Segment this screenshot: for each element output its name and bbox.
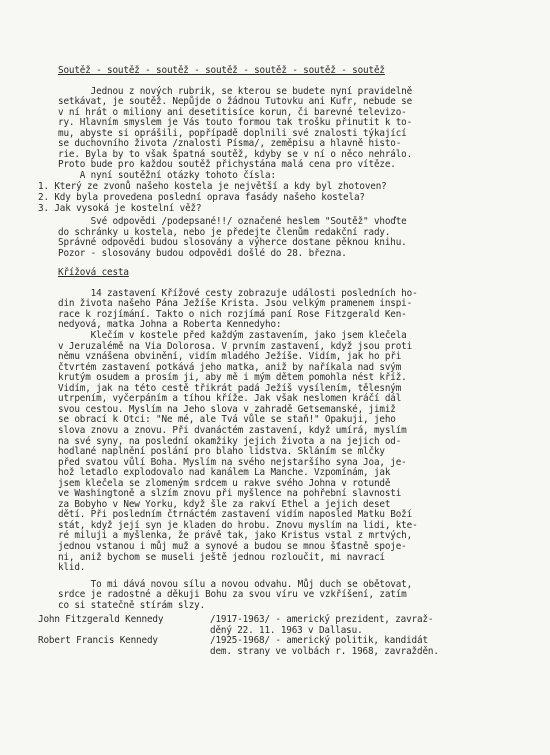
- text-line: klid.: [58, 562, 86, 574]
- text-line: hodlané naplnění poslání pro blaho lidstva. Skláním se mlčky: [58, 446, 385, 458]
- section-heading-krizova-cesta: Křížová cesta: [58, 267, 129, 279]
- text-line: stát, když její syn je kladen do hrobu. Znovu myslím na lidi, kte-: [58, 519, 418, 531]
- text-line: dětí. Při posledním čtrnáctém zastavení vidím naposled Matku Boží: [58, 509, 413, 521]
- text-line: ré miluji a myšlenka, že právě tak, jako Kristus vstal z mrtvých,: [58, 530, 413, 542]
- text-line: Klečím v kostele před každým zastavením, jako jsem klečela: [58, 330, 407, 342]
- text-line: co si statečně stírám slzy.: [58, 599, 206, 611]
- text-line: Správné odpovědi budou slosovány a výherce dostane pěknou knihu.: [58, 237, 407, 249]
- footnote-description: /1917-1963/ - americký prezident, zavraž-: [210, 614, 434, 626]
- text-line: slova znovu a znovu. Při dvanáctém zastavení, když umírá, myslím: [58, 424, 407, 436]
- footnote-name: John Fitzgerald Kennedy: [38, 614, 164, 626]
- text-line: jednou vstanou i můj muž a synové a budou se mnou šťastně spoje-: [58, 540, 407, 552]
- footnote-description-continued: dem. strany ve volbách r. 1968, zavražděn.: [210, 645, 439, 657]
- text-line: v Jeruzalémě na Via Dolorosa. V prvním zastavení, když jsou proti: [58, 340, 413, 352]
- text-line: krutým osudem a prosím ji, aby mě i mým dětem pomohla nést kříž.: [58, 372, 407, 384]
- text-line: Pozor - slosovány budou odpovědi došlé do 28. března.: [58, 247, 347, 259]
- text-line: Proto bude pro každou soutěž přichystána malá cena pro vítěze.: [58, 159, 396, 171]
- text-line: race k rozjímání. Takto o nich rozjímá paní Rose Fitzgerald Ken-: [58, 308, 407, 320]
- text-line: A nyní soutěžní otázky tohoto čísla:: [58, 169, 276, 181]
- text-line: mu, abyste si oprášili, popřípadě doplnili své znalosti týkající: [58, 127, 407, 139]
- footnote-description-continued: děný 22. 11. 1963 v Dallasu.: [210, 624, 363, 636]
- text-line: němu vznášena obvinění, vidím mladého Ježíše. Vidím, jak ho při: [58, 351, 402, 363]
- section-heading-soutez: Soutěž - soutěž - soutěž - soutěž - soutěž - soutěž - soutěž: [58, 65, 385, 76]
- question-list: [38, 182, 510, 214]
- krizova-paragraph-1: [58, 289, 510, 331]
- text-line: Své odpovědi /podepsané!!/ označené heslem "Soutěž" vhoďte: [58, 216, 407, 228]
- text-line: do schránky u kostela, nebo je předejte členům redakční rady.: [58, 226, 391, 238]
- text-line: jsem klečela se zlomeným srdcem u rakve svého Johna v rotundě: [58, 477, 391, 489]
- text-line: před svatou vůlí Boha. Myslím na svého nejstaršího syna Joa, je-: [58, 456, 407, 468]
- text-line: din života našeho Pána Ježíše Krista. Jsou velkým pramenem inspi-: [58, 298, 413, 310]
- text-line: Jednou z nových rubrik, se kterou se budete nyní pravidelně: [58, 85, 413, 97]
- krizova-paragraph-2: [58, 331, 510, 574]
- question-item: 3. Jak vysoká je kostelní věž?: [38, 202, 202, 214]
- text-line: čtvrtém zastavení potkává jeho matka, aniž by naříkala nad svým: [58, 361, 402, 373]
- text-line: utrpením, vyčerpáním a tíhou kříže. Jak však neslomen kráčí dál: [58, 393, 402, 405]
- intro-paragraph: [58, 87, 510, 182]
- text-line: ni, aniž bychom se museli ještě jednou rozloučit, mi navrací: [58, 551, 385, 563]
- text-line: na své syny, na poslední okamžiky jejich života a na jejich od-: [58, 435, 402, 447]
- krizova-paragraph-3: [58, 580, 510, 612]
- text-line: Vidím, jak na této cestě třikrát padá Ježíš vysílením, tělesným: [58, 382, 402, 394]
- text-line: hož letadlo explodovalo nad kanálem La Manche. Vzpomínám, jak: [58, 467, 391, 479]
- text-line: za Bobyho v New Yorku, když šle za rakví Ethel a jejich deset: [58, 498, 391, 510]
- question-item: 1. Který ze zvonů našeho kostela je největší a kdy byl zhotoven?: [38, 181, 387, 193]
- text-line: svou cestou. Myslím na Jeho slova v zahradě Getsemanské, jimiž: [58, 403, 396, 415]
- footnotes: [38, 615, 510, 657]
- footnote-description: /1925-1968/ - americký politik, kandidát: [210, 635, 428, 647]
- answers-paragraph: [58, 217, 510, 259]
- text-line: srdce je radostné a děkuji Bohu za svou víru ve vzkříšení, zatím: [58, 589, 407, 601]
- text-line: se duchovního života /znalosti Písma/, zeměpisu a hlavně histo-: [58, 138, 402, 150]
- text-line: rie. Byla by to však špatná soutěž, kdyby se v ní o něco nehrálo.: [58, 148, 413, 160]
- footnote-name: Robert Francis Kennedy: [38, 635, 158, 647]
- text-line: ve Washingtoně a slzím znovu při myšlence na pohřební slavnosti: [58, 488, 402, 500]
- text-line: ry. Hlavním smyslem je Vás touto formou tak trošku přinutit k to-: [58, 117, 413, 129]
- question-item: 2. Kdy byla provedena poslední oprava fasády našeho kostela?: [38, 192, 365, 204]
- text-line: nedyová, matka Johna a Roberta Kennedyho:: [58, 319, 282, 331]
- text-line: setkávat, je soutěž. Nepůjde o žádnou Tutovku ani Kufr, nebude se: [58, 96, 413, 108]
- text-line: se obrací k Otci: "Ne mé, ale Tvá vůle se staň!" Opakuji, jeho: [58, 414, 396, 426]
- text-line: 14 zastavení Křížové cesty zobrazuje události posledních ho-: [58, 287, 418, 299]
- text-line: v ní hrát o miliony ani desetitisíce korun, či barevné televizo-: [58, 106, 407, 118]
- text-line: To mi dává novou sílu a novou odvahu. Můj duch se obětovat,: [58, 578, 413, 590]
